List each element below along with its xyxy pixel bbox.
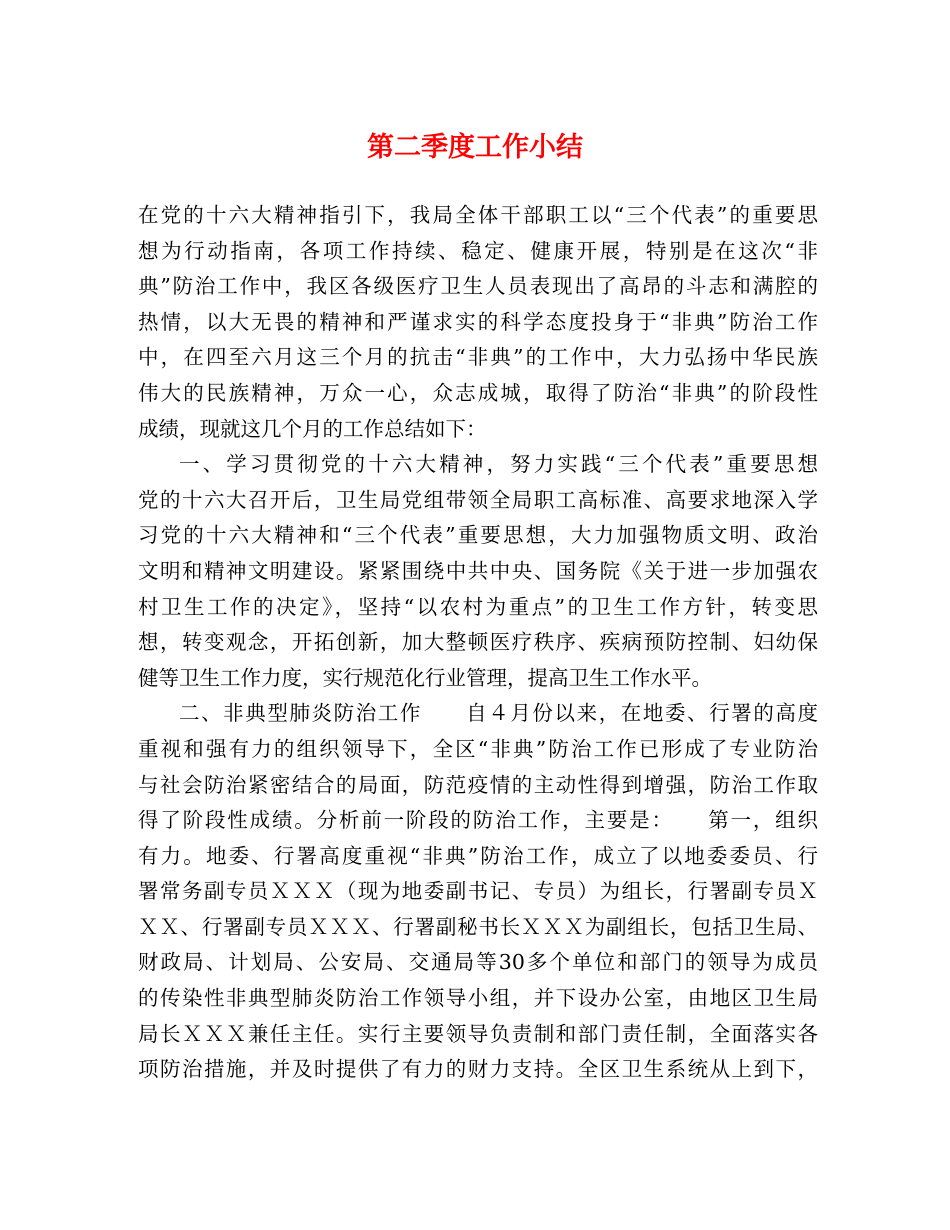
body-line: 的传染性非典型肺炎防治工作领导小组，并下设办公室，由地区卫生局 [138, 986, 818, 1011]
body-line: 党的十六大召开后，卫生局党组带领全局职工高标准、高要求地深入学 [138, 487, 818, 512]
body-line: 有力。地委、行署高度重视“非典”防治工作，成立了以地委委员、行 [138, 843, 818, 868]
body-line: 得了阶段性成绩。分析前一阶段的防治工作，主要是： 第一，组织 [138, 808, 818, 833]
body-line: 村卫生工作的决定》，坚持“以农村为重点”的卫生工作方针，转变思 [138, 594, 818, 619]
body-line: 典”防治工作中，我区各级医疗卫生人员表现出了高昂的斗志和满腔的 [138, 274, 818, 299]
body-line: 想为行动指南，各项工作持续、稳定、健康开展，特别是在这次“非 [138, 238, 818, 263]
body-line: 项防治措施，并及时提供了有力的财力支持。全区卫生系统从上到下， [138, 1057, 818, 1082]
body-line: 想，转变观念，开拓创新，加大整顿医疗秩序、疾病预防控制、妇幼保 [138, 630, 818, 655]
body-line: 在党的十六大精神指引下，我局全体干部职工以“三个代表”的重要思 [138, 203, 818, 227]
body-line: 伟大的民族精神，万众一心，众志成城，取得了防治“非典”的阶段性 [138, 380, 818, 405]
body-line: 署常务副专员ＸＸＸ（现为地委副书记、专员）为组长，行署副专员Ｘ [138, 879, 818, 904]
body-line: 重视和强有力的组织领导下，全区“非典”防治工作已形成了专业防治 [138, 736, 818, 761]
body-line: 财政局、计划局、公安局、交通局等30多个单位和部门的领导为成员 [138, 950, 818, 975]
body-line: 中，在四至六月这三个月的抗击“非典”的工作中，大力弘扬中华民族 [138, 345, 818, 370]
body-line: 与社会防治紧密结合的局面，防范疫情的主动性得到增强，防治工作取 [138, 772, 818, 797]
body-line: 局长ＸＸＸ兼任主任。实行主要领导负责制和部门责任制，全面落实各 [138, 1021, 818, 1046]
body-line: 一、学习贯彻党的十六大精神，努力实践“三个代表”重要思想 [179, 452, 818, 477]
body-line: 热情，以大无畏的精神和严谨求实的科学态度投身于“非典”防治工作 [138, 309, 818, 334]
body-line: 成绩，现就这几个月的工作总结如下： [138, 416, 487, 441]
body-line: 习党的十六大精神和“三个代表”重要思想，大力加强物质文明、政治 [138, 523, 818, 548]
body-line: 健等卫生工作力度，实行规范化行业管理，提高卫生工作水平。 [138, 665, 712, 690]
body-line: 二、非典型肺炎防治工作 自４月份以来，在地委、行署的高度 [179, 701, 818, 726]
body-line: 文明和精神文明建设。紧紧围绕中共中央、国务院《关于进一步加强农 [138, 558, 818, 583]
body-line: ＸＸ、行署副专员ＸＸＸ、行署副秘书长ＸＸＸ为副组长，包括卫生局、 [138, 914, 818, 939]
document-title: 第二季度工作小结 [367, 132, 583, 163]
document-body [138, 198, 818, 1088]
